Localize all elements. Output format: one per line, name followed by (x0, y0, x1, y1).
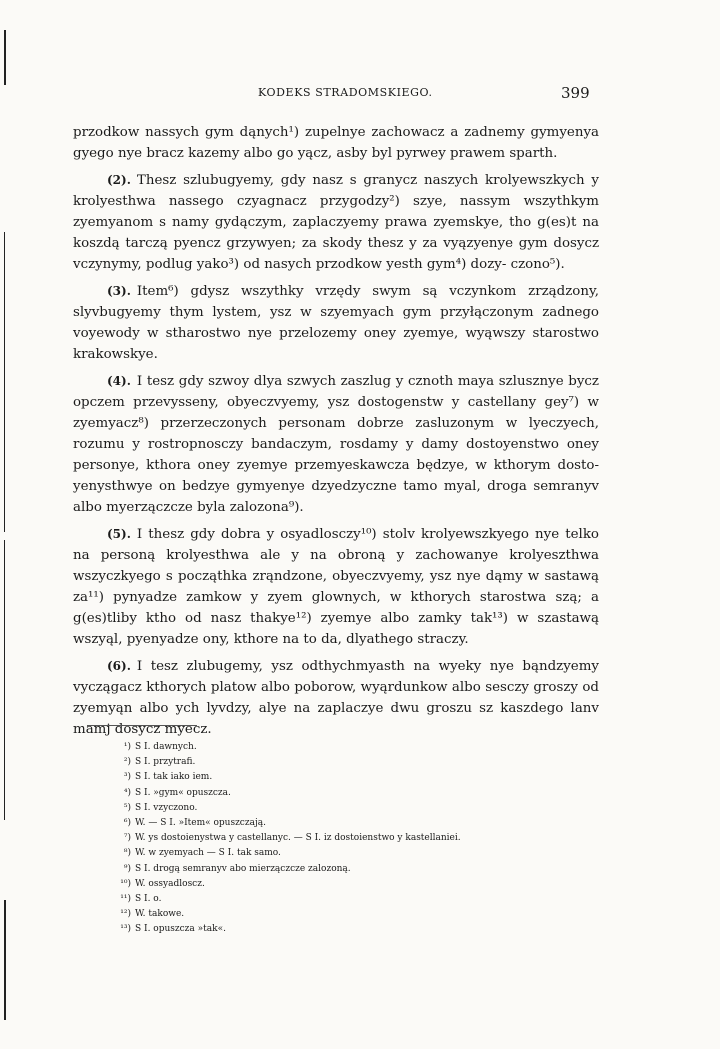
footnote-text: S I. przytrafi. (135, 757, 196, 768)
body-text (73, 122, 599, 746)
text-line: Item⁶) gdysz wszythky vrzędy swym są vczynkom zrządzony, (136, 284, 599, 299)
paragraph (73, 524, 599, 650)
scan-edge-mark-lower (4, 540, 5, 820)
footnote (113, 862, 593, 877)
footnote-text: S I. tak iako iem. (135, 772, 213, 783)
paragraph-number: (2). (107, 173, 131, 187)
text-line: wszyczkyego s począthka zrąndzone, obyeczvyemy, ysz nye dąmy w sastawą (73, 569, 599, 584)
paragraph-number: (3). (107, 284, 131, 298)
footnote-mark: ⁷) (123, 833, 131, 844)
text-line: dosycz vczynymy, podlug yako³) od nasych przodkow yesth gym⁴) dozy- (73, 236, 599, 272)
paragraph (73, 656, 599, 740)
text-line: slyvbugyemy thym lystem, ysz w szyemyach gym przyłączonym zadnego (73, 305, 599, 320)
text-line: krakowskye. (73, 347, 158, 362)
page-number: 399 (561, 84, 590, 102)
footnote (113, 846, 593, 861)
footnote-mark: ⁵) (123, 802, 131, 813)
text-line: lanv mamj dosycz myecz. (73, 701, 599, 737)
scan-edge-mark-bottom (4, 900, 6, 1020)
footnote (113, 816, 593, 831)
footnote-text: W. w zyemyach — S I. tak samo. (135, 848, 281, 859)
footnote-text: W. — S I. »Item« opuszczają. (135, 818, 266, 829)
footnote-mark: ⁴) (123, 787, 131, 798)
footnote-mark: ¹⁰) (120, 878, 131, 889)
footnote (113, 877, 593, 892)
text-line: vyczągacz kthorych platow albo poborow, wyąrdunkow albo sesczy groszy (73, 680, 583, 695)
text-line: bycz opczem przevysseny, obyeczvyemy, ysz dostogenstw y castellany gey⁷) (73, 374, 599, 410)
text-line: y krolyesthwa nassego czyagnacz przygodzy²) szye, nassym wszythkym (73, 173, 599, 209)
paragraph (73, 281, 599, 365)
paragraph (73, 122, 599, 164)
text-line: czono⁵). (510, 257, 565, 272)
text-line: yenysthwye on bedzye gymyenye dzyedzyczne tamo myal, droga semranyv (73, 479, 599, 494)
text-line: gyego nye bracz kazemy albo go yącz, asby byl pyrwey prawem sparth. (73, 146, 558, 161)
scan-edge-mark-middle (4, 232, 5, 532)
footnote-mark: ¹) (123, 742, 131, 752)
footnote-divider (87, 725, 197, 726)
text-line: na koszdą tarczą pyencz grzywyen; za skody thesz y za vyązyenye gym (73, 215, 599, 251)
footnote-mark: ⁸) (123, 848, 131, 859)
text-line: przodkow nassych gym dąnych¹) zupelnye zachowacz a zadnemy gymyenya (73, 125, 599, 140)
text-line: I tesz zlubugemy, ysz odthychmyasth na wyeky nye bąndzyemy (136, 659, 599, 674)
footnote-text: W. ys dostoienystwa y castellanyc. — S I. iz dostoienstwo y kastellaniei. (135, 833, 461, 844)
paragraph (73, 170, 599, 275)
footnote-text: S I. dawnych. (135, 742, 197, 752)
footnote-mark: ¹²) (120, 909, 131, 920)
text-line: od zyemyąn albo ych lyvdzy, alye na zaplaczye dwu groszu sz kaszdego (73, 680, 599, 716)
footnote-mark: ³) (123, 772, 131, 783)
footnote (113, 907, 593, 922)
paragraph-number: (5). (107, 527, 131, 541)
text-line: voyewody w stharostwo nye przelozemy oney zyemye, wyąwszy starostwo (73, 326, 599, 341)
footnote (113, 786, 593, 801)
footnote-text: W. takowe. (135, 909, 185, 920)
footnote-text: W. ossyadloscz. (135, 878, 205, 889)
footnote-text: S I. »gym« opuszcza. (135, 787, 231, 798)
footnote (113, 770, 593, 785)
footnote-mark: ⁶) (123, 818, 131, 829)
text-line: w zyemyacz⁸) przerzeczonych personam dobrze zasluzonym w lyeczyech, (73, 395, 599, 431)
scan-edge-mark-top (4, 30, 6, 85)
footnote-text: S I. o. (135, 894, 162, 905)
footnote (113, 831, 593, 846)
text-line: telko na personą krolyesthwa ale y na obroną y zachowanye krolyeszthwa (73, 527, 599, 563)
footnote (113, 755, 593, 770)
text-line: Thesz szlubugyemy, gdy nasz s granycz naszych krolyewszkych (136, 173, 592, 188)
footnote (113, 922, 593, 937)
footnote-text: S I. vzyczono. (135, 802, 198, 813)
footnote-mark: ¹¹) (120, 894, 131, 905)
footnote (113, 801, 593, 816)
footnote (113, 740, 593, 755)
footnotes (113, 740, 593, 938)
text-line: personye, kthora oney zyemye przemyeskawcza będzye, w kthorym dosto- (73, 458, 599, 473)
paragraph-number: (6). (107, 659, 131, 673)
text-line: albo myerzączcze byla zalozona⁹). (73, 500, 304, 515)
text-line: za¹¹) pynyadze zamkow y zyem glownych, w kthorych starostwa szą; (73, 590, 592, 605)
text-line: rozumu y rostropnosczy bandaczym, rosdamy y damy dostoyenstwo oney (73, 437, 599, 452)
text-line: a g(es)tliby ktho od nasz thakye¹²) zyemye albo zamky tak¹³) w szastawą (73, 590, 599, 626)
paragraph-number: (4). (107, 374, 131, 388)
paragraph (73, 371, 599, 518)
text-line: zyemyanom s namy gydączym, zaplaczyemy prawa zyemskye, tho g(es)t (73, 215, 583, 230)
text-line: I tesz gdy szwoy dlya szwych zaszlug y cznoth maya szlusznye (136, 374, 569, 389)
text-line: I thesz gdy dobra y osyadlosczy¹⁰) stolv krolyewszkyego nye (136, 527, 566, 542)
footnote-mark: ²) (123, 757, 131, 768)
text-line: wszyąl, pyenyadze ony, kthore na to da, dlyathego straczy. (73, 632, 469, 647)
page-header (0, 86, 720, 106)
footnote-text: S I. drogą semranyv abo mierzączcze zalozoną. (135, 863, 351, 874)
footnote-text: S I. opuszcza »tak«. (135, 924, 226, 935)
footnote-mark: ⁹) (123, 863, 131, 874)
footnote-mark: ¹³) (120, 924, 131, 935)
footnote (113, 892, 593, 907)
running-title: KODEKS STRADOMSKIEGO. (258, 86, 433, 99)
